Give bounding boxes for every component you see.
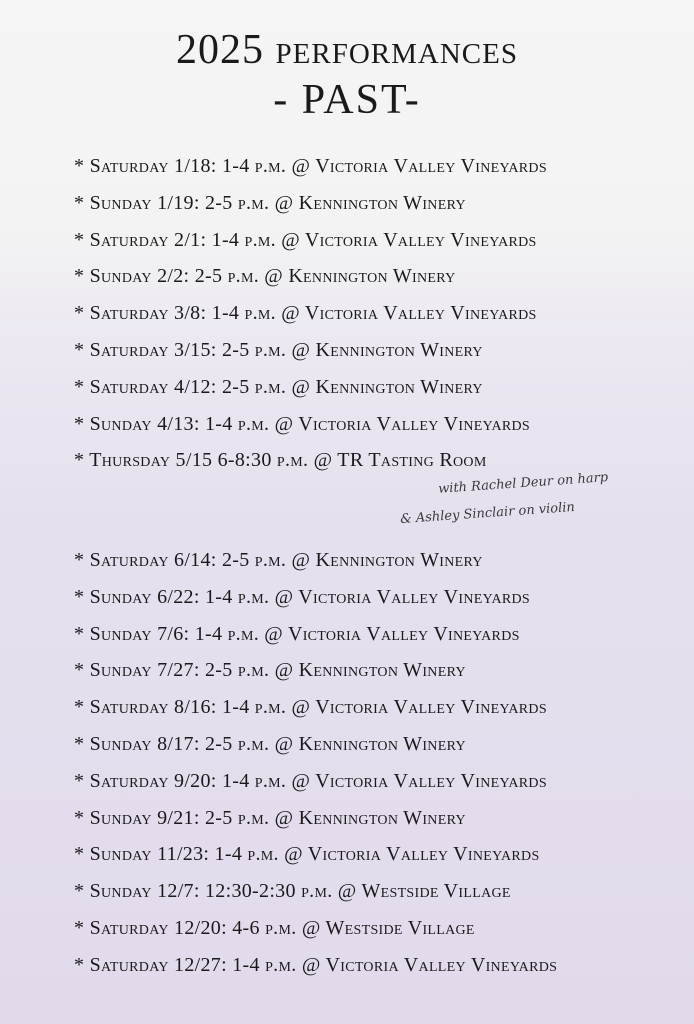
guest-note-harp: with Rachel Deur on harp — [437, 470, 609, 497]
performance-list-first — [74, 148, 547, 479]
performance-item: * Saturday 9/20: 1-4 p.m. @ Victoria Valley Vineyards — [74, 769, 547, 792]
performance-item: * Sunday 9/21: 2-5 p.m. @ Kennington Winery — [74, 806, 466, 829]
performance-item: * Sunday 7/27: 2-5 p.m. @ Kennington Winery — [74, 659, 466, 682]
performance-item: * Saturday 3/15: 2-5 p.m. @ Kennington Winery — [74, 338, 483, 361]
performance-item: * Saturday 1/18: 1-4 p.m. @ Victoria Valley Vineyards — [74, 155, 547, 177]
performance-item: * Saturday 12/20: 4-6 p.m. @ Westside Village — [74, 916, 475, 939]
performance-list-second — [74, 542, 557, 984]
performance-item: * Sunday 6/22: 1-4 p.m. @ Victoria Valley Vineyards — [74, 585, 530, 608]
performance-item: * Saturday 6/14: 2-5 p.m. @ Kennington Winery — [74, 549, 483, 571]
performance-item: * Saturday 3/8: 1-4 p.m. @ Victoria Valley Vineyards — [74, 302, 537, 325]
performance-item: * Sunday 11/23: 1-4 p.m. @ Victoria Valley Vineyards — [74, 843, 540, 866]
performance-item: * Saturday 12/27: 1-4 p.m. @ Victoria Valley Vineyards — [74, 953, 558, 976]
guest-note-violin: & Ashley Sinclair on violin — [399, 499, 576, 528]
page-subtitle: - PAST- — [273, 77, 421, 123]
performance-item: * Sunday 2/2: 2-5 p.m. @ Kennington Winery — [74, 265, 456, 288]
performance-item: * Sunday 8/17: 2-5 p.m. @ Kennington Winery — [74, 732, 466, 755]
page-title: 2025 performances — [176, 27, 518, 73]
performance-item: * Sunday 12/7: 12:30-2:30 p.m. @ Westside Village — [74, 880, 511, 903]
performance-item: * Saturday 8/16: 1-4 p.m. @ Victoria Valley Vineyards — [74, 696, 547, 719]
performance-item: * Saturday 4/12: 2-5 p.m. @ Kennington Winery — [74, 375, 483, 398]
performance-item: * Sunday 1/19: 2-5 p.m. @ Kennington Winery — [74, 191, 466, 214]
performance-item: * Saturday 2/1: 1-4 p.m. @ Victoria Valley Vineyards — [74, 228, 537, 251]
performance-item: * Sunday 7/6: 1-4 p.m. @ Victoria Valley Vineyards — [74, 622, 520, 645]
performance-item: * Thursday 5/15 6-8:30 p.m. @ TR Tasting Room — [74, 449, 487, 472]
performance-item: * Sunday 4/13: 1-4 p.m. @ Victoria Valley Vineyards — [74, 412, 530, 435]
